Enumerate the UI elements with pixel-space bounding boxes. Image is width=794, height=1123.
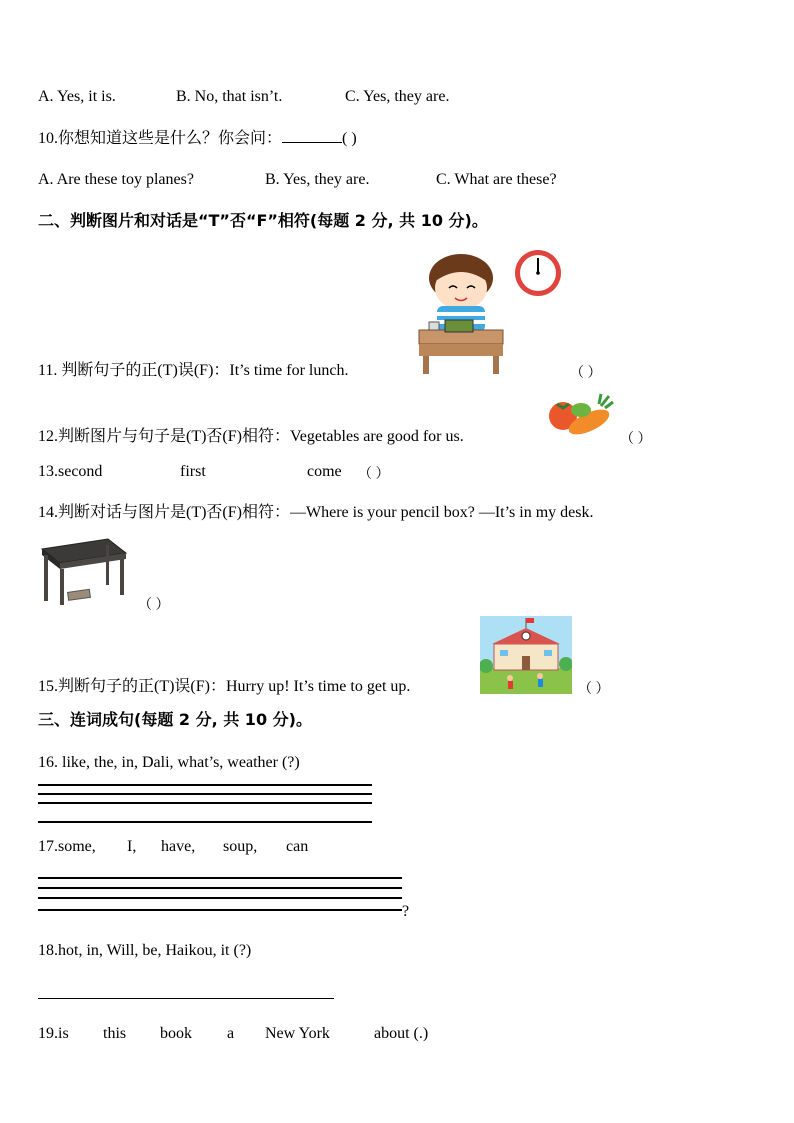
q16-answer-line-4[interactable]	[38, 821, 372, 823]
vegetables-image	[545, 392, 615, 442]
q10-answer-blank[interactable]	[282, 128, 342, 143]
q19-word-1: 19.is	[38, 1025, 69, 1042]
q10-paren: ( )	[342, 130, 357, 147]
school-children-image	[480, 616, 572, 694]
q17-word-4: soup,	[223, 838, 258, 855]
q10-option-c: C. What are these?	[436, 171, 557, 188]
q9-option-c: C. Yes, they are.	[345, 88, 450, 105]
q9-option-a: A. Yes, it is.	[38, 88, 116, 105]
q19-word-2: this	[103, 1025, 127, 1042]
section-2-title: 二、判断图片和对话是“T”否“F”相符(每题 2 分, 共 10 分)。	[38, 211, 488, 230]
q16-answer-line-3[interactable]	[38, 802, 372, 804]
section-3-title: 三、连词成句(每题 2 分, 共 10 分)。	[38, 710, 312, 729]
q17-word-3: have,	[161, 838, 196, 855]
clock-icon	[513, 248, 563, 298]
q14-question: 14.判断对话与图片是(T)否(F)相符：—Where is your pencil box? —It’s in my desk.	[38, 504, 594, 521]
q9-option-b: B. No, that isn’t.	[176, 88, 283, 105]
q13-word-1: 13.second	[38, 463, 103, 480]
q12-question: 12.判断图片与句子是(T)否(F)相符：Vegetables are good for us.	[38, 428, 464, 445]
boy-eating-lunch-image	[415, 250, 507, 378]
q19-word-5: New York	[265, 1025, 330, 1042]
q13-word-2: first	[180, 463, 206, 480]
q17-word-2: I,	[127, 838, 137, 855]
q17-answer-line-3[interactable]	[38, 897, 402, 899]
q15-question: 15.判断句子的正(T)误(F)：Hurry up! It’s time to get up.	[38, 678, 411, 695]
q15-answer-paren[interactable]: （ ）	[578, 682, 610, 697]
q17-question-mark: ?	[402, 903, 410, 920]
q12-answer-paren[interactable]: （ ）	[620, 432, 652, 447]
q16-answer-line-1[interactable]	[38, 784, 372, 786]
q13-word-3: come	[307, 463, 342, 480]
q10-option-a: A. Are these toy planes?	[38, 171, 194, 188]
q16-answer-line-2[interactable]	[38, 793, 372, 795]
q19-word-3: book	[160, 1025, 192, 1042]
q17-word-5: can	[286, 838, 309, 855]
q18-question: 18.hot, in, Will, be, Haikou, it (?)	[38, 942, 252, 959]
q16-question: 16. like, the, in, Dali, what’s, weather (?)	[38, 754, 300, 771]
q18-answer-line[interactable]	[38, 998, 334, 999]
q13-answer-paren[interactable]: （ ）	[358, 467, 390, 482]
q19-word-4: a	[227, 1025, 235, 1042]
q11-question: 11. 判断句子的正(T)误(F)：It’s time for lunch.	[38, 362, 349, 379]
q19-word-6: about (.)	[374, 1025, 429, 1042]
q11-answer-paren[interactable]: （ ）	[570, 366, 602, 381]
desk-image	[38, 535, 130, 607]
q10-question	[38, 128, 357, 149]
q17-answer-line-2[interactable]	[38, 887, 402, 889]
q14-answer-paren[interactable]: （ ）	[138, 598, 170, 613]
q17-answer-line-1[interactable]	[38, 877, 402, 879]
q10-option-b: B. Yes, they are.	[265, 171, 370, 188]
q17-answer-line-4[interactable]	[38, 909, 402, 911]
q10-prompt: 10.你想知道这些是什么？你会问：	[38, 130, 283, 147]
q17-word-1: 17.some,	[38, 838, 96, 855]
